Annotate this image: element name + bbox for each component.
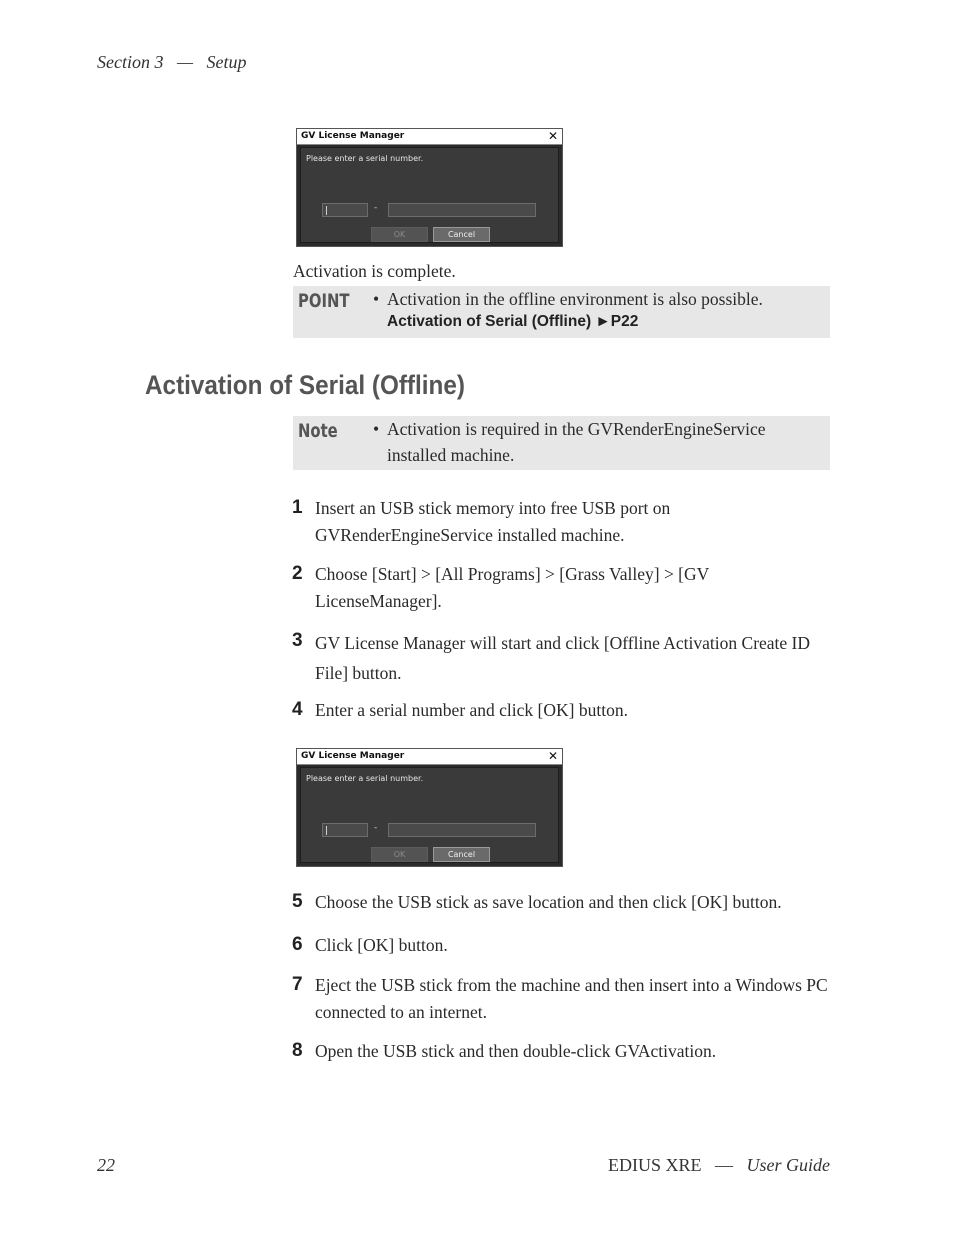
serial-separator: - [374, 203, 378, 213]
point-reference-link[interactable] [387, 313, 638, 331]
cancel-button[interactable]: Cancel [433, 227, 490, 242]
point-callout [293, 286, 830, 338]
step-text: Eject the USB stick from the machine and then insert into a Windows PC connected to an internet. [315, 975, 828, 1022]
step-text: Insert an USB stick memory into free USB port on GVRenderEngineService installed machine. [315, 498, 671, 545]
note-tag: Note [298, 420, 338, 442]
dialog-title: GV License Manager [301, 131, 405, 141]
step-text: GV License Manager will start and click [Offline Activation Create ID File] button. [315, 633, 811, 683]
step-text: Open the USB stick and then double-click GVActivation. [315, 1041, 717, 1061]
close-icon[interactable]: ✕ [547, 749, 558, 763]
activation-complete-text: Activation is complete. [293, 261, 456, 281]
step-text: Click [OK] button. [315, 935, 448, 955]
step-number: 1 [292, 497, 303, 518]
close-icon[interactable]: ✕ [547, 129, 558, 143]
serial-number-field[interactable] [388, 203, 536, 217]
license-manager-dialog [296, 748, 563, 867]
dialog-prompt: Please enter a serial number. [306, 154, 424, 163]
dialog-body [300, 147, 559, 243]
header-dash: — [176, 52, 193, 72]
point-text: Activation in the offline environment is also possible. [387, 289, 763, 309]
dialog-title-bar [297, 129, 562, 145]
header-section: Section 3 [97, 52, 164, 72]
point-bullet: • [373, 289, 380, 309]
ok-button[interactable]: OK [371, 227, 428, 242]
footer-product: EDIUS XRE [608, 1155, 702, 1175]
section-heading: Activation of Serial (Offline) [145, 370, 465, 400]
play-arrow-icon: ► [595, 313, 611, 330]
step-number: 6 [292, 934, 303, 955]
page-number: 22 [97, 1155, 115, 1175]
footer-guide: User Guide [746, 1155, 830, 1175]
header-title: Setup [206, 52, 247, 72]
serial-separator: - [374, 823, 378, 833]
step-number: 5 [292, 891, 303, 912]
step-number: 3 [292, 630, 303, 651]
step-number: 8 [292, 1040, 303, 1061]
step-number: 7 [292, 974, 303, 995]
dialog-body [300, 767, 559, 863]
note-bullet: • [373, 419, 380, 439]
note-line-1: Activation is required in the GVRenderEngineService [387, 419, 766, 439]
cancel-button[interactable]: Cancel [433, 847, 490, 862]
note-line-2: installed machine. [387, 445, 515, 465]
serial-prefix-field[interactable] [322, 203, 368, 217]
ok-button[interactable]: OK [371, 847, 428, 862]
point-ref-page: P22 [610, 313, 639, 330]
text-cursor [326, 206, 327, 215]
serial-number-field[interactable] [388, 823, 536, 837]
point-ref-text: Activation of Serial (Offline) [387, 313, 592, 330]
license-manager-dialog [296, 128, 563, 247]
step-number: 2 [292, 563, 303, 584]
note-callout [293, 416, 830, 470]
step-text: Choose the USB stick as save location and then click [OK] button. [315, 892, 782, 912]
step-number: 4 [292, 699, 303, 720]
running-footer [604, 1155, 830, 1176]
point-tag: POINT [298, 290, 350, 312]
dialog-title-bar [297, 749, 562, 765]
step-text: Enter a serial number and click [OK] button. [315, 700, 628, 720]
text-cursor [326, 826, 327, 835]
footer-dash: — [715, 1155, 733, 1175]
running-header [97, 52, 247, 73]
dialog-prompt: Please enter a serial number. [306, 774, 424, 783]
step-text: Choose [Start] > [All Programs] > [Grass Valley] > [GV LicenseManager]. [315, 564, 709, 611]
serial-prefix-field[interactable] [322, 823, 368, 837]
dialog-title: GV License Manager [301, 751, 405, 761]
